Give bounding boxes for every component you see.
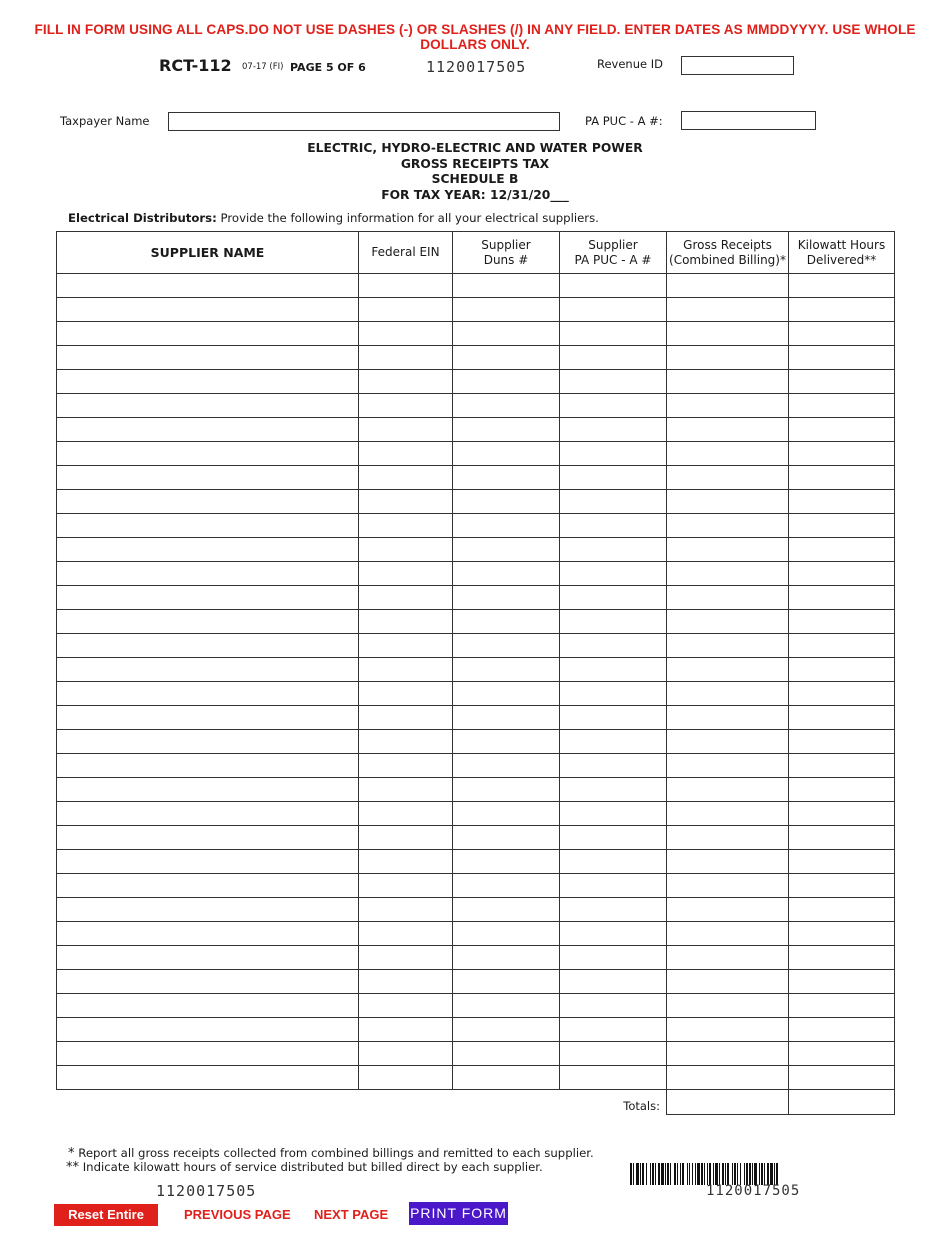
- federal-ein-cell[interactable]: [359, 274, 453, 298]
- supplier-duns-cell[interactable]: [453, 658, 560, 682]
- gross-receipts-cell[interactable]: [667, 394, 789, 418]
- kilowatt-hours-cell[interactable]: [789, 442, 895, 466]
- table-row: [57, 586, 895, 610]
- total-kilowatt-hours-cell[interactable]: [789, 1090, 895, 1115]
- kilowatt-hours-cell[interactable]: [789, 538, 895, 562]
- kilowatt-hours-cell[interactable]: [789, 898, 895, 922]
- gross-receipts-cell[interactable]: [667, 874, 789, 898]
- supplier-puc-cell[interactable]: [560, 538, 667, 562]
- supplier-name-cell[interactable]: [57, 850, 359, 874]
- supplier-puc-cell[interactable]: [560, 802, 667, 826]
- title-line-3: SCHEDULE B: [431, 172, 519, 186]
- supplier-name-cell[interactable]: [57, 418, 359, 442]
- gross-receipts-cell[interactable]: [667, 850, 789, 874]
- supplier-duns-cell[interactable]: [453, 466, 560, 490]
- gross-receipts-cell[interactable]: [667, 1018, 789, 1042]
- kilowatt-hours-cell[interactable]: [789, 754, 895, 778]
- kilowatt-hours-cell[interactable]: [789, 682, 895, 706]
- federal-ein-cell[interactable]: [359, 442, 453, 466]
- kilowatt-hours-cell[interactable]: [789, 706, 895, 730]
- supplier-puc-cell[interactable]: [560, 466, 667, 490]
- supplier-name-cell[interactable]: [57, 322, 359, 346]
- federal-ein-cell[interactable]: [359, 970, 453, 994]
- footnote-2-marker: **: [66, 1160, 79, 1175]
- revenue-id-input[interactable]: [681, 56, 794, 75]
- supplier-duns-cell[interactable]: [453, 850, 560, 874]
- gross-receipts-cell[interactable]: [667, 298, 789, 322]
- kilowatt-hours-cell[interactable]: [789, 634, 895, 658]
- table-row: [57, 706, 895, 730]
- table-row: [57, 610, 895, 634]
- supplier-duns-cell[interactable]: [453, 874, 560, 898]
- kilowatt-hours-cell[interactable]: [789, 1066, 895, 1090]
- supplier-duns-cell[interactable]: [453, 490, 560, 514]
- federal-ein-cell[interactable]: [359, 850, 453, 874]
- gross-receipts-cell[interactable]: [667, 274, 789, 298]
- supplier-duns-cell[interactable]: [453, 634, 560, 658]
- table-row: [57, 682, 895, 706]
- gross-receipts-cell[interactable]: [667, 1066, 789, 1090]
- kilowatt-hours-cell[interactable]: [789, 994, 895, 1018]
- gross-receipts-cell[interactable]: [667, 730, 789, 754]
- header-supplier-duns: [453, 232, 560, 274]
- supplier-puc-cell[interactable]: [560, 970, 667, 994]
- table-row: [57, 850, 895, 874]
- table-row: [57, 538, 895, 562]
- supplier-name-cell[interactable]: [57, 370, 359, 394]
- kilowatt-hours-cell[interactable]: [789, 850, 895, 874]
- header-gross-line2: (Combined Billing)*: [669, 252, 786, 267]
- supplier-duns-cell[interactable]: [453, 706, 560, 730]
- federal-ein-cell[interactable]: [359, 610, 453, 634]
- gross-receipts-cell[interactable]: [667, 1042, 789, 1066]
- table-header-row: [57, 232, 895, 274]
- table-row: [57, 778, 895, 802]
- gross-receipts-cell[interactable]: [667, 466, 789, 490]
- footnote-2: [66, 1160, 543, 1175]
- table-row: [57, 466, 895, 490]
- gross-receipts-cell[interactable]: [667, 418, 789, 442]
- header-duns-line2: Duns #: [483, 252, 529, 267]
- kilowatt-hours-cell[interactable]: [789, 586, 895, 610]
- table-row: [57, 298, 895, 322]
- previous-page-button[interactable]: PREVIOUS PAGE: [184, 1207, 291, 1222]
- supplier-name-cell[interactable]: [57, 874, 359, 898]
- supplier-duns-cell[interactable]: [453, 322, 560, 346]
- supplier-puc-cell[interactable]: [560, 346, 667, 370]
- supplier-puc-cell[interactable]: [560, 610, 667, 634]
- supplier-name-cell[interactable]: [57, 562, 359, 586]
- gross-receipts-cell[interactable]: [667, 946, 789, 970]
- supplier-duns-cell[interactable]: [453, 826, 560, 850]
- kilowatt-hours-cell[interactable]: [789, 610, 895, 634]
- federal-ein-cell[interactable]: [359, 826, 453, 850]
- federal-ein-cell[interactable]: [359, 586, 453, 610]
- table-row: [57, 730, 895, 754]
- table-row: [57, 754, 895, 778]
- gross-receipts-cell[interactable]: [667, 658, 789, 682]
- federal-ein-cell[interactable]: [359, 682, 453, 706]
- supplier-puc-cell[interactable]: [560, 850, 667, 874]
- supplier-duns-cell[interactable]: [453, 802, 560, 826]
- federal-ein-cell[interactable]: [359, 370, 453, 394]
- table-row: [57, 418, 895, 442]
- supplier-name-cell[interactable]: [57, 1066, 359, 1090]
- supplier-duns-cell[interactable]: [453, 994, 560, 1018]
- reset-form-button[interactable]: Reset Entire Form: [54, 1204, 158, 1226]
- footer-document-number: 1120017505: [156, 1182, 257, 1200]
- gross-receipts-cell[interactable]: [667, 826, 789, 850]
- kilowatt-hours-cell[interactable]: [789, 826, 895, 850]
- kilowatt-hours-cell[interactable]: [789, 562, 895, 586]
- title-line-2: GROSS RECEIPTS TAX: [400, 156, 550, 171]
- supplier-puc-cell[interactable]: [560, 826, 667, 850]
- federal-ein-cell[interactable]: [359, 514, 453, 538]
- kilowatt-hours-cell[interactable]: [789, 346, 895, 370]
- supplier-puc-cell[interactable]: [560, 658, 667, 682]
- gross-receipts-cell[interactable]: [667, 490, 789, 514]
- kilowatt-hours-cell[interactable]: [789, 490, 895, 514]
- supplier-name-cell[interactable]: [57, 778, 359, 802]
- table-row: [57, 1066, 895, 1090]
- supplier-name-cell[interactable]: [57, 634, 359, 658]
- federal-ein-cell[interactable]: [359, 490, 453, 514]
- table-row: [57, 634, 895, 658]
- federal-ein-cell[interactable]: [359, 994, 453, 1018]
- supplier-name-cell[interactable]: [57, 706, 359, 730]
- gross-receipts-cell[interactable]: [667, 922, 789, 946]
- table-row: [57, 802, 895, 826]
- supplier-name-cell[interactable]: [57, 658, 359, 682]
- table-row: [57, 274, 895, 298]
- supplier-name-cell[interactable]: [57, 610, 359, 634]
- header-federal-ein: Federal EIN: [359, 232, 453, 274]
- supplier-duns-cell[interactable]: [453, 970, 560, 994]
- footnote-1-marker: *: [68, 1146, 75, 1161]
- gross-receipts-cell[interactable]: [667, 778, 789, 802]
- supplier-name-cell[interactable]: [57, 298, 359, 322]
- kilowatt-hours-cell[interactable]: [789, 274, 895, 298]
- kilowatt-hours-cell[interactable]: [789, 298, 895, 322]
- table-row: [57, 922, 895, 946]
- header-puc-line1: Supplier: [588, 237, 638, 252]
- supplier-puc-cell[interactable]: [560, 490, 667, 514]
- gross-receipts-cell[interactable]: [667, 970, 789, 994]
- supplier-duns-cell[interactable]: [453, 586, 560, 610]
- supplier-puc-cell[interactable]: [560, 754, 667, 778]
- supplier-duns-cell[interactable]: [453, 274, 560, 298]
- supplier-puc-cell[interactable]: [560, 730, 667, 754]
- header-kwh-line2: Delivered**: [806, 252, 877, 267]
- form-id: RCT-112: [159, 56, 232, 75]
- supplier-name-cell[interactable]: [57, 922, 359, 946]
- footnote-2-text: Indicate kilowatt hours of service distributed but billed direct by each supplier.: [82, 1160, 543, 1174]
- gross-receipts-cell[interactable]: [667, 610, 789, 634]
- gross-receipts-cell[interactable]: [667, 898, 789, 922]
- print-form-button[interactable]: PRINT FORM: [409, 1202, 508, 1225]
- supplier-duns-cell[interactable]: [453, 922, 560, 946]
- supplier-puc-cell[interactable]: [560, 898, 667, 922]
- kilowatt-hours-cell[interactable]: [789, 970, 895, 994]
- supplier-puc-cell[interactable]: [560, 514, 667, 538]
- gross-receipts-cell[interactable]: [667, 802, 789, 826]
- table-row: [57, 1018, 895, 1042]
- supplier-puc-cell[interactable]: [560, 778, 667, 802]
- supplier-name-cell[interactable]: [57, 898, 359, 922]
- gross-receipts-cell[interactable]: [667, 370, 789, 394]
- supplier-puc-cell[interactable]: [560, 394, 667, 418]
- federal-ein-cell[interactable]: [359, 634, 453, 658]
- taxpayer-name-label: Taxpayer Name: [60, 114, 150, 128]
- supplier-name-cell[interactable]: [57, 394, 359, 418]
- supplier-puc-cell[interactable]: [560, 322, 667, 346]
- supplier-duns-cell[interactable]: [453, 370, 560, 394]
- supplier-puc-cell[interactable]: [560, 922, 667, 946]
- table-row: [57, 658, 895, 682]
- gross-receipts-cell[interactable]: [667, 994, 789, 1018]
- federal-ein-cell[interactable]: [359, 898, 453, 922]
- federal-ein-cell[interactable]: [359, 562, 453, 586]
- barcode-image: [630, 1163, 892, 1185]
- supplier-duns-cell[interactable]: [453, 682, 560, 706]
- kilowatt-hours-cell[interactable]: [789, 394, 895, 418]
- supplier-duns-cell[interactable]: [453, 1066, 560, 1090]
- supplier-puc-cell[interactable]: [560, 562, 667, 586]
- supplier-duns-cell[interactable]: [453, 1018, 560, 1042]
- kilowatt-hours-cell[interactable]: [789, 802, 895, 826]
- supplier-name-cell[interactable]: [57, 514, 359, 538]
- supplier-puc-cell[interactable]: [560, 298, 667, 322]
- kilowatt-hours-cell[interactable]: [789, 322, 895, 346]
- next-page-button[interactable]: NEXT PAGE: [314, 1207, 389, 1222]
- gross-receipts-cell[interactable]: [667, 706, 789, 730]
- supplier-duns-cell[interactable]: [453, 394, 560, 418]
- supplier-duns-cell[interactable]: [453, 514, 560, 538]
- supplier-duns-cell[interactable]: [453, 442, 560, 466]
- table-row: [57, 994, 895, 1018]
- kilowatt-hours-cell[interactable]: [789, 730, 895, 754]
- kilowatt-hours-cell[interactable]: [789, 946, 895, 970]
- federal-ein-cell[interactable]: [359, 1066, 453, 1090]
- title-line-1: ELECTRIC, HYDRO-ELECTRIC AND WATER POWER: [307, 141, 643, 155]
- supplier-duns-cell[interactable]: [453, 1042, 560, 1066]
- instructions-notice: FILL IN FORM USING ALL CAPS.DO NOT USE DASHES (-) OR SLASHES (/) IN ANY FIELD. ENTER DATES AS MMDDYYYY. USE WHOLE DOLLARS ONLY.: [34, 22, 916, 52]
- kilowatt-hours-cell[interactable]: [789, 514, 895, 538]
- supplier-duns-cell[interactable]: [453, 610, 560, 634]
- revenue-id-label: Revenue ID: [597, 57, 663, 71]
- federal-ein-cell[interactable]: [359, 946, 453, 970]
- table-row: [57, 442, 895, 466]
- document-number: 1120017505: [426, 58, 527, 76]
- supplier-name-cell[interactable]: [57, 754, 359, 778]
- gross-receipts-cell[interactable]: [667, 538, 789, 562]
- kilowatt-hours-cell[interactable]: [789, 1018, 895, 1042]
- table-row: [57, 370, 895, 394]
- kilowatt-hours-cell[interactable]: [789, 1042, 895, 1066]
- supplier-puc-cell[interactable]: [560, 1042, 667, 1066]
- supplier-name-cell[interactable]: [57, 802, 359, 826]
- table-row: [57, 946, 895, 970]
- kilowatt-hours-cell[interactable]: [789, 874, 895, 898]
- supplier-name-cell[interactable]: [57, 1018, 359, 1042]
- supplier-duns-cell[interactable]: [453, 898, 560, 922]
- intro-bold: Electrical Distributors:: [68, 211, 217, 225]
- page-indicator: PAGE 5 OF 6: [290, 61, 366, 74]
- supplier-name-cell[interactable]: [57, 1042, 359, 1066]
- gross-receipts-cell[interactable]: [667, 514, 789, 538]
- federal-ein-cell[interactable]: [359, 1042, 453, 1066]
- pa-puc-label: PA PUC - A #:: [585, 114, 663, 128]
- federal-ein-cell[interactable]: [359, 466, 453, 490]
- barcode-number: 1120017505: [706, 1183, 801, 1199]
- supplier-name-cell[interactable]: [57, 826, 359, 850]
- supplier-name-cell[interactable]: [57, 994, 359, 1018]
- federal-ein-cell[interactable]: [359, 802, 453, 826]
- table-row: [57, 898, 895, 922]
- supplier-duns-cell[interactable]: [453, 562, 560, 586]
- federal-ein-cell[interactable]: [359, 778, 453, 802]
- supplier-name-cell[interactable]: [57, 442, 359, 466]
- header-supplier-name: SUPPLIER NAME: [57, 232, 359, 274]
- federal-ein-cell[interactable]: [359, 1018, 453, 1042]
- total-gross-receipts-cell[interactable]: [667, 1090, 789, 1115]
- table-row: [57, 322, 895, 346]
- header-supplier-puc: [560, 232, 667, 274]
- gross-receipts-cell[interactable]: [667, 346, 789, 370]
- totals-label: Totals:: [623, 1098, 660, 1113]
- header-gross-line1: Gross Receipts: [683, 237, 772, 252]
- supplier-name-cell[interactable]: [57, 538, 359, 562]
- supplier-puc-cell[interactable]: [560, 442, 667, 466]
- kilowatt-hours-cell[interactable]: [789, 466, 895, 490]
- supplier-name-cell[interactable]: [57, 682, 359, 706]
- gross-receipts-cell[interactable]: [667, 754, 789, 778]
- federal-ein-cell[interactable]: [359, 922, 453, 946]
- kilowatt-hours-cell[interactable]: [789, 778, 895, 802]
- table-row: [57, 394, 895, 418]
- gross-receipts-cell[interactable]: [667, 562, 789, 586]
- supplier-duns-cell[interactable]: [453, 418, 560, 442]
- table-row: [57, 490, 895, 514]
- federal-ein-cell[interactable]: [359, 706, 453, 730]
- table-row: [57, 826, 895, 850]
- supplier-name-cell[interactable]: [57, 946, 359, 970]
- totals-row: [57, 1090, 895, 1115]
- federal-ein-cell[interactable]: [359, 298, 453, 322]
- pa-puc-input[interactable]: [681, 111, 816, 130]
- schedule-title: [0, 141, 950, 203]
- supplier-name-cell[interactable]: [57, 730, 359, 754]
- footnote-1-text: Report all gross receipts collected from combined billings and remitted to each supplier.: [78, 1146, 594, 1160]
- supplier-duns-cell[interactable]: [453, 346, 560, 370]
- header-kilowatt-hours: [789, 232, 895, 274]
- supplier-name-cell[interactable]: [57, 274, 359, 298]
- federal-ein-cell[interactable]: [359, 658, 453, 682]
- federal-ein-cell[interactable]: [359, 322, 453, 346]
- header-gross-receipts: [667, 232, 789, 274]
- intro-body: Provide the following information for all your electrical suppliers.: [216, 211, 599, 225]
- supplier-duns-cell[interactable]: [453, 754, 560, 778]
- federal-ein-cell[interactable]: [359, 730, 453, 754]
- kilowatt-hours-cell[interactable]: [789, 658, 895, 682]
- supplier-name-cell[interactable]: [57, 490, 359, 514]
- supplier-name-cell[interactable]: [57, 586, 359, 610]
- supplier-puc-cell[interactable]: [560, 1066, 667, 1090]
- supplier-puc-cell[interactable]: [560, 946, 667, 970]
- supplier-puc-cell[interactable]: [560, 874, 667, 898]
- table-row: [57, 346, 895, 370]
- supplier-puc-cell[interactable]: [560, 682, 667, 706]
- table-row: [57, 562, 895, 586]
- supplier-puc-cell[interactable]: [560, 370, 667, 394]
- supplier-duns-cell[interactable]: [453, 946, 560, 970]
- federal-ein-cell[interactable]: [359, 418, 453, 442]
- federal-ein-cell[interactable]: [359, 346, 453, 370]
- supplier-duns-cell[interactable]: [453, 298, 560, 322]
- federal-ein-cell[interactable]: [359, 394, 453, 418]
- supplier-puc-cell[interactable]: [560, 1018, 667, 1042]
- table-row: [57, 874, 895, 898]
- gross-receipts-cell[interactable]: [667, 634, 789, 658]
- kilowatt-hours-cell[interactable]: [789, 370, 895, 394]
- supplier-puc-cell[interactable]: [560, 418, 667, 442]
- tax-year-line[interactable]: FOR TAX YEAR: 12/31/20___: [381, 187, 569, 202]
- federal-ein-cell[interactable]: [359, 538, 453, 562]
- federal-ein-cell[interactable]: [359, 874, 453, 898]
- table-row: [57, 514, 895, 538]
- kilowatt-hours-cell[interactable]: [789, 922, 895, 946]
- supplier-name-cell[interactable]: [57, 466, 359, 490]
- supplier-name-cell[interactable]: [57, 346, 359, 370]
- gross-receipts-cell[interactable]: [667, 586, 789, 610]
- kilowatt-hours-cell[interactable]: [789, 418, 895, 442]
- supplier-table: [56, 231, 895, 1115]
- header-duns-line1: Supplier: [481, 237, 531, 252]
- table-row: [57, 970, 895, 994]
- supplier-puc-cell[interactable]: [560, 706, 667, 730]
- gross-receipts-cell[interactable]: [667, 322, 789, 346]
- gross-receipts-cell[interactable]: [667, 682, 789, 706]
- federal-ein-cell[interactable]: [359, 754, 453, 778]
- supplier-puc-cell[interactable]: [560, 274, 667, 298]
- supplier-puc-cell[interactable]: [560, 634, 667, 658]
- supplier-puc-cell[interactable]: [560, 994, 667, 1018]
- form-version: 07-17 (FI): [242, 62, 284, 72]
- intro-text: [68, 211, 599, 225]
- header-kwh-line1: Kilowatt Hours: [797, 237, 886, 252]
- supplier-duns-cell[interactable]: [453, 538, 560, 562]
- taxpayer-name-input[interactable]: [168, 112, 560, 131]
- table-row: [57, 1042, 895, 1066]
- supplier-name-cell[interactable]: [57, 970, 359, 994]
- supplier-duns-cell[interactable]: [453, 730, 560, 754]
- supplier-duns-cell[interactable]: [453, 778, 560, 802]
- header-puc-line2: PA PUC - A #: [574, 252, 652, 267]
- supplier-puc-cell[interactable]: [560, 586, 667, 610]
- footnote-1: [68, 1146, 594, 1161]
- gross-receipts-cell[interactable]: [667, 442, 789, 466]
